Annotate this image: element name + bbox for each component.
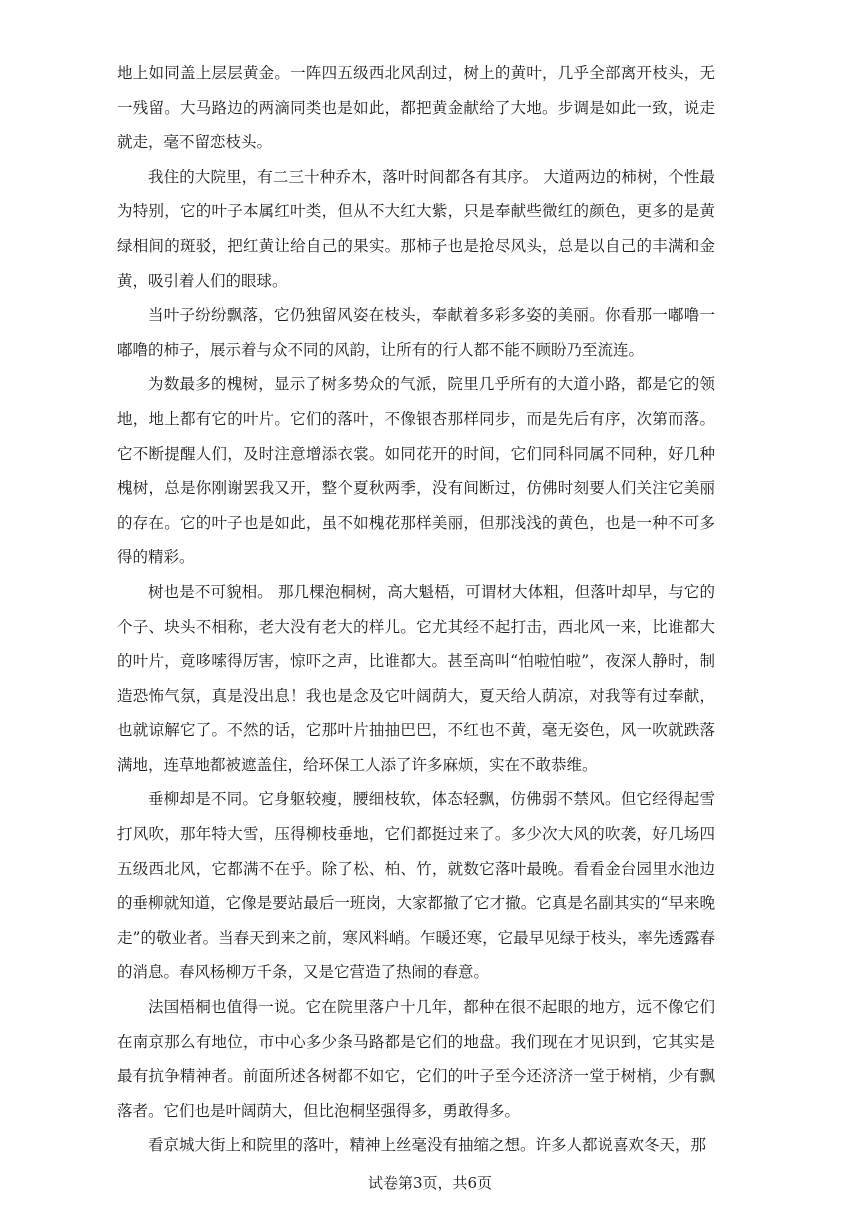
paragraph-4: 为数最多的槐树，显示了树多势众的气派，院里几乎所有的大道小路，都是它的领地，地上都有它的叶片。它们的落叶，不像银杏那样同步，而是先后有序，次第而落。它不断提醒人们，及时注意增添衣裳。如同花开的时间，它们同科同属不同种，好几种槐树，总是你刚谢罢我又开，整个夏秋两季，没有间断过，仿佛时刻要人们关注它美丽的存在。它的叶子也是如此，虽不如槐花那样美丽，但那浅浅的黄色，也是一种不可多得的精彩。 [117,375,715,567]
paragraph-6: 垂柳却是不同。它身躯较瘦，腰细枝软，体态轻飘，仿佛弱不禁风。但它经得起雪打风吹，那年特大雪，压得柳枝垂地，它们都挺过来了。多少次大风的吹袭，好几场四五级西北风，它都满不在乎。除了松、柏、竹，就数它落叶最晚。看看金台园里水池边的垂柳就知道，它像是要站最后一班岗，大家都撤了它才撤。它真是名副其实的“早来晚走”的敬业者。当春天到来之前，寒风料峭。乍暖还寒，它最早见绿于枝头，率先透露春的消息。春风杨柳万千条，又是它营造了热闹的春意。 [117,790,715,982]
paragraph-1: 地上如同盖上层层黄金。一阵四五级西北风刮过，树上的黄叶，几乎全部离开枝头，无一残留。大马路边的两滴同类也是如此，都把黄金献给了大地。步调是如此一致，说走就走，毫不留恋枝头。 [117,64,715,152]
page-footer: 试卷第3页，共6页 [367,1174,493,1192]
paragraph-3: 当叶子纷纷飘落，它仍独留风姿在枝头，奉献着多彩多姿的美丽。你看那一嘟噜一嘟噜的柿子，展示着与众不同的风韵，让所有的行人都不能不顾盼乃至流连。 [117,306,715,359]
paragraph-2: 我住的大院里，有二三十种乔木，落叶时间都各有其序。 大道两边的柿树，个性最为特别，它的叶子本属红叶类，但从不大红大紫，只是奉献些微红的颜色，更多的是黄绿相间的斑驳，把红黄让给自己的果实。那柿子也是抢尽风头，总是以自己的丰满和金黄，吸引着人们的眼球。 [117,167,715,290]
paragraph-5: 树也是不可貌相。 那几棵泡桐树，高大魁梧，可谓材大体粗，但落叶却早，与它的个子、块头不相称，老大没有老大的样儿。它尤其经不起打击，西北风一来，比谁都大的叶片，竟哆嗦得厉害，惊吓之声，比谁都大。甚至高叫“怕啦怕啦”，夜深人静时，制造恐怖气氛，真是没出息！我也是念及它叶阔荫大，夏天给人荫凉，对我等有过奉献，也就谅解它了。不然的话，它那叶片抽抽巴巴，不红也不黄，毫无姿色，风一吹就跌落满地，连草地都被遮盖住，给环保工人添了许多麻烦，实在不敢恭维。 [117,582,715,774]
paragraph-7: 法国梧桐也值得一说。它在院里落户十几年，都种在很不起眼的地方，远不像它们在南京那么有地位，市中心多少条马路都是它们的地盘。我们现在才见识到，它其实是最有抗争精神者。前面所述各树都不如它，它们的叶子至今还济济一堂于树梢，少有飘落者。它们也是叶阔荫大，但比泡桐坚强得多，勇敢得多。 [117,998,715,1120]
paragraph-8: 看京城大街上和院里的落叶，精神上丝毫没有抽缩之想。许多人都说喜欢冬天，那 [148,1136,707,1155]
article-body [117,56,715,1163]
